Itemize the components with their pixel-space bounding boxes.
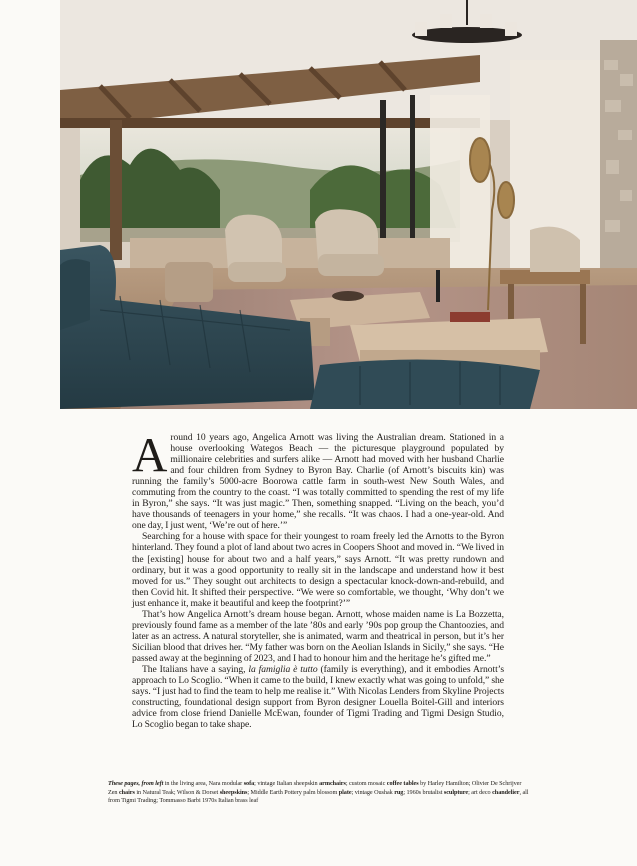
paragraph-4: The Italians have a saying, la famiglia è tutto (family is everything), and it embodies Arnott’s approach to Lo Scoglio. “When it came to the build, I knew exactly what was going to unfold,” she says. “I just had to find the team to help me realise it.” With Nicolas Lenders from Skyline Projects constructing, foundational design support from Byron designer Louella Boitel-Gill and interiors advice from close friend Danielle McEwan, founder of Tigmi Trading and Tigmi Design Studio, Lo Scoglio began to take shape.	[132, 663, 505, 731]
photo-caption: These pages, from left in the living area, Nara modular sofa; vintage Italian sheepskin armchairs; custom mosaic coffee tables by Harley Hamilton; Olivier De Schrijver Zen chairs in Natural Teak; Wilson & Dorset sheepskins; Middle Earth Pottery palm blossom plate; vintage Oushak rug; 1960s brutalist sculpture; art deco chandelier, all from Tigmi Trading; Tommasso Barbi 1970s Italian brass leaf	[108, 780, 529, 805]
living-room-photo	[60, 0, 637, 409]
ottoman	[165, 262, 213, 302]
article-body	[132, 427, 505, 731]
paragraph-3: That’s how Angelica Arnott’s dream house began. Arnott, whose maiden name is La Bozzetta, previously found fame as a member of the late ’80s and early ’90s pop group the Chantoozies, and later as an actress. A natural storyteller, she is animated, warm and theatrical in person, but it’s her Sicilian blood that drives her. “My father was born on the Aeolian Islands in Sicily,” she says. “He passed away at the beginning of 2023, and I had to honour him and the heritage he’s gifted me.”	[132, 608, 504, 664]
paragraph-2: Searching for a house with space for their youngest to roam freely led the Arnotts to the Byron hinterland. They found a plot of land about two acres in Coopers Shoot and moved in. “We lived in the [existing] house for about two and a half years,” says Arnott. “It was pretty rundown and ordinary, but it was a good opportunity to really sit in the landscape and understand how it best moved for us.” They sought out architects to design a spectacular knock-down-and-rebuild, and then Covid hit. It shifted their perspective. “We were so comfortable, we thought, ‘Why don’t we just enhance it, make it beautiful and keep the footprint?’”	[132, 531, 504, 609]
drop-cap: A	[132, 427, 168, 482]
paragraph-1: Around 10 years ago, Angelica Arnott was living the Australian dream. Stationed in a house overlooking Wategos Beach — the picturesque playground populated by millionaire celebrities and surfers alike — Arnott had moved with her husband Charlie and four children from Sydney to Byron Bay. Charlie (of Arnott’s biscuits kin) was running the family’s 5000-acre Boorowa cattle farm in south-west New South Wales, and commuting from the country to the coast. “I was totally committed to spending the rest of my life in Byron,” she says. “It was just magic.” Then, something snapped. “Living on the beach, you’d have thousands of teenagers in your home,” she recalls. “It was chaos. I had a one-year-old. And one day, I just went, ‘We’re out of here.’”	[132, 427, 504, 532]
post-left	[110, 120, 122, 260]
living-room-illustration	[60, 0, 637, 409]
